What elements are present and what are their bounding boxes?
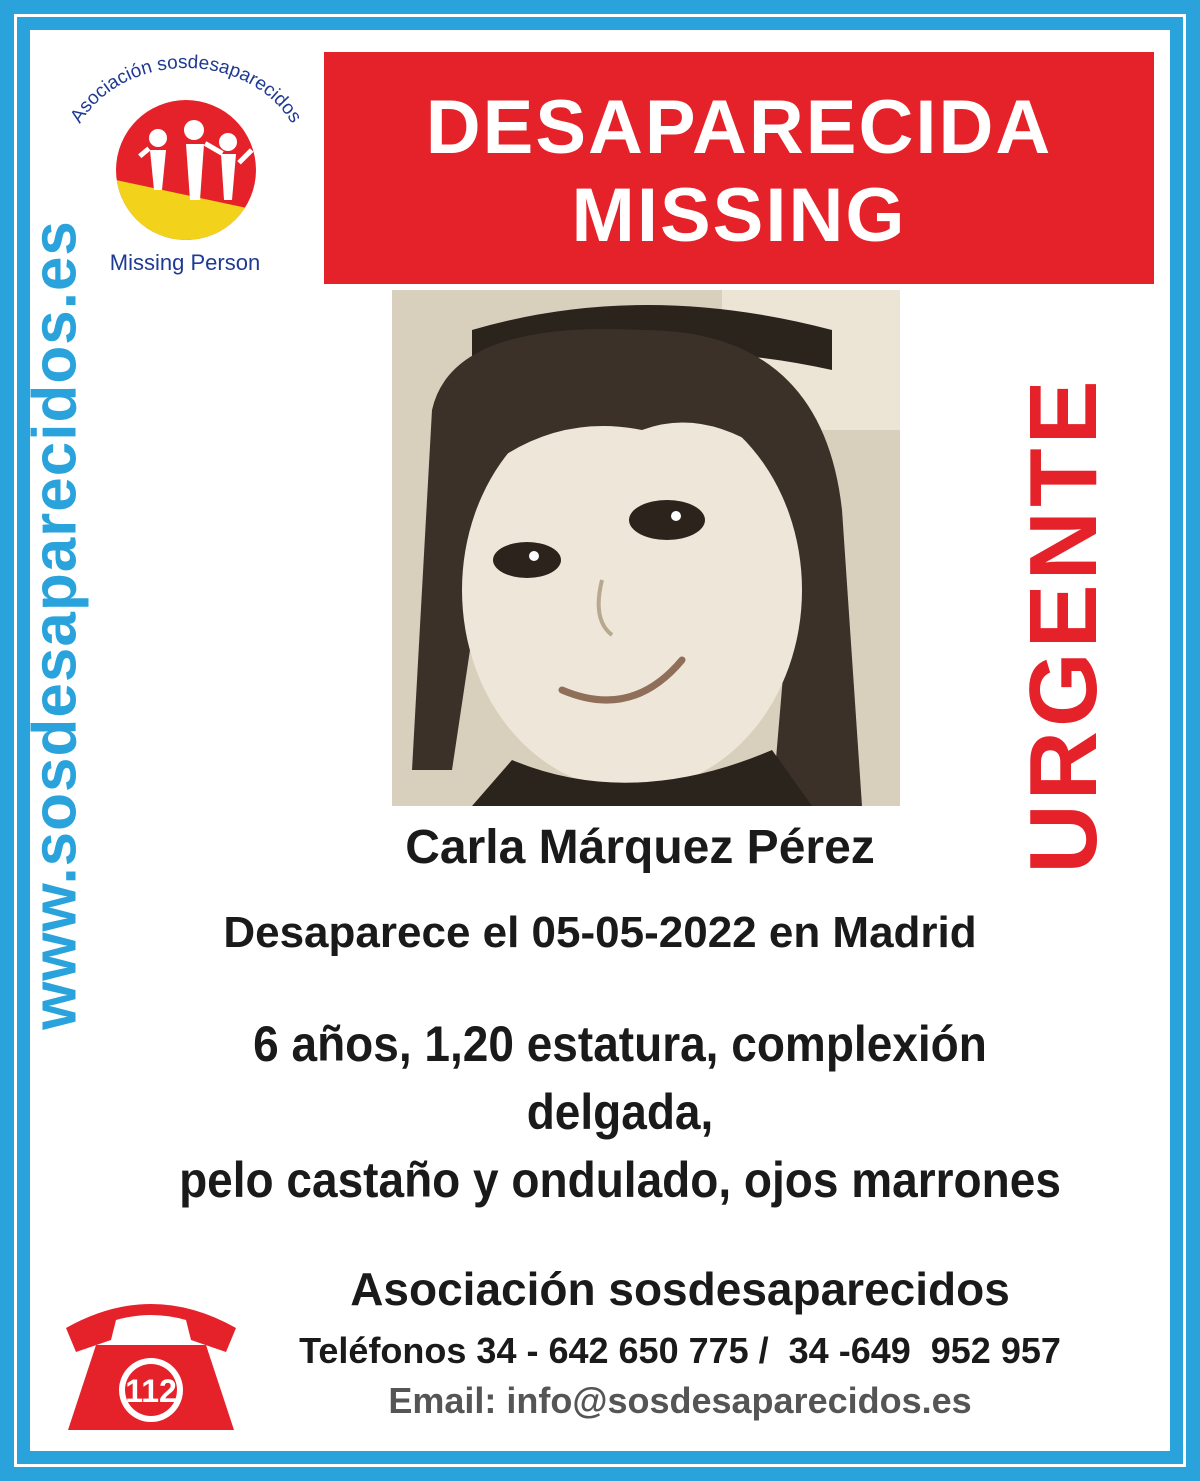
logo-arc-text: Asociación sosdesaparecidos (66, 51, 306, 127)
description-line-2: pelo castaño y ondulado, ojos marrones (179, 1152, 1061, 1208)
emergency-number: 112 (125, 1373, 177, 1409)
missing-banner (322, 50, 1156, 286)
contact-email[interactable]: Email: info@sosdesaparecidos.es (388, 1380, 972, 1421)
contact-phones[interactable]: Teléfonos 34 - 642 650 775 / 34 -649 952 957 (299, 1330, 1061, 1371)
website-url[interactable]: www.sosdesaparecidos.es (20, 220, 90, 1030)
banner-title-en: MISSING (571, 173, 907, 258)
banner-title-es: DESAPARECIDA (425, 85, 1053, 170)
physical-description (160, 1010, 1080, 1214)
logo-tagline: Missing Person (109, 250, 261, 275)
missing-person-photo (392, 290, 900, 806)
description-line-1: 6 años, 1,20 estatura, complexión delgada, (253, 1016, 987, 1140)
portrait-image (392, 290, 900, 806)
person-name: Carla Márquez Pérez (405, 821, 875, 874)
association-name: Asociación sosdesaparecidos (350, 1263, 1010, 1315)
emergency-phone-icon (56, 1290, 246, 1440)
disappearance-info: Desaparece el 05-05-2022 en Madrid (223, 908, 977, 957)
urgent-label: URGENTE (1010, 376, 1117, 874)
